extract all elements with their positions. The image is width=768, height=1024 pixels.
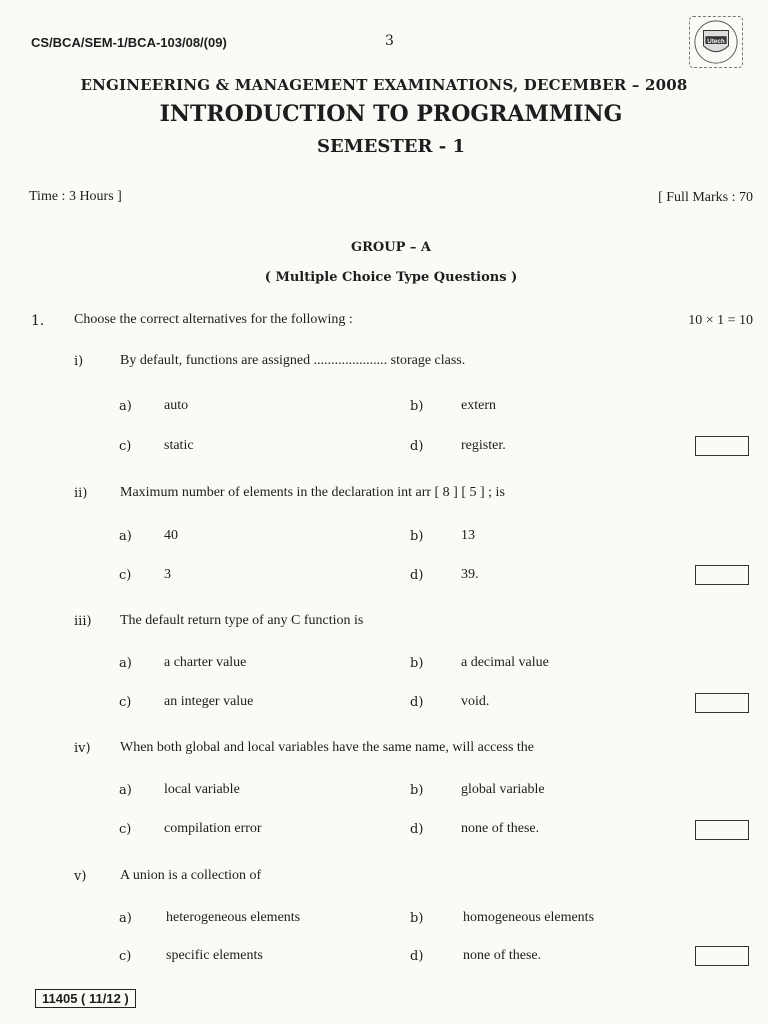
option-label: d) bbox=[410, 822, 424, 837]
option-label: c) bbox=[119, 568, 132, 583]
subquestion-text: The default return type of any C function is bbox=[120, 613, 364, 628]
subquestion-text: Maximum number of elements in the declaration int arr [ 8 ] [ 5 ] ; is bbox=[120, 485, 505, 500]
option-text: homogeneous elements bbox=[463, 910, 595, 925]
option-text: an integer value bbox=[164, 694, 254, 709]
subquestion-number: ii) bbox=[74, 486, 88, 501]
option-label: a) bbox=[119, 783, 132, 798]
option-label: a) bbox=[119, 399, 132, 414]
option-text: a decimal value bbox=[461, 655, 549, 670]
option-label: a) bbox=[119, 911, 132, 926]
option-text: void. bbox=[461, 694, 490, 709]
option-label: b) bbox=[410, 783, 424, 798]
option-label: a) bbox=[119, 656, 132, 671]
option-text: none of these. bbox=[463, 948, 542, 963]
option-label: d) bbox=[410, 695, 424, 710]
option-text: a charter value bbox=[164, 655, 247, 670]
option-text: extern bbox=[461, 398, 496, 413]
group-subtitle: ( Multiple Choice Type Questions ) bbox=[264, 270, 518, 285]
option-label: b) bbox=[410, 911, 424, 926]
exam-time: Time : 3 Hours ] bbox=[29, 189, 122, 204]
page-number: 3 bbox=[385, 33, 394, 49]
option-text: static bbox=[164, 438, 194, 453]
option-label: c) bbox=[119, 949, 132, 964]
subquestion-text: When both global and local variables have the same name, will access the bbox=[120, 740, 535, 755]
utech-logo bbox=[689, 16, 743, 68]
option-text: local variable bbox=[164, 782, 240, 797]
answer-box[interactable] bbox=[695, 820, 749, 840]
option-label: c) bbox=[119, 439, 132, 454]
option-label: b) bbox=[410, 399, 424, 414]
option-text: global variable bbox=[461, 782, 545, 797]
option-text: compilation error bbox=[164, 821, 262, 836]
answer-box[interactable] bbox=[695, 693, 749, 713]
question-number: 1. bbox=[31, 313, 45, 329]
logo-text: Utech bbox=[707, 37, 725, 45]
question-text: Choose the correct alternatives for the following : bbox=[74, 312, 353, 327]
option-label: a) bbox=[119, 529, 132, 544]
semester-title: SEMESTER - 1 bbox=[317, 136, 465, 157]
subquestion-text: A union is a collection of bbox=[120, 868, 262, 883]
answer-box[interactable] bbox=[695, 946, 749, 966]
footer-code: 11405 ( 11/12 ) bbox=[35, 989, 136, 1008]
paper-code: CS/BCA/SEM-1/BCA-103/08/(09) bbox=[31, 35, 227, 50]
course-title: INTRODUCTION TO PROGRAMMING bbox=[159, 101, 623, 127]
option-text: specific elements bbox=[166, 948, 263, 963]
option-label: b) bbox=[410, 529, 424, 544]
option-label: d) bbox=[410, 949, 424, 964]
exam-title: ENGINEERING & MANAGEMENT EXAMINATIONS, DECEMBER – 2008 bbox=[80, 76, 688, 94]
option-label: c) bbox=[119, 695, 132, 710]
option-text: 3 bbox=[164, 567, 171, 582]
option-text: register. bbox=[461, 438, 506, 453]
full-marks: [ Full Marks : 70 bbox=[658, 190, 753, 205]
option-text: none of these. bbox=[461, 821, 540, 836]
subquestion-number: v) bbox=[74, 869, 87, 884]
option-text: heterogeneous elements bbox=[166, 910, 301, 925]
group-title: GROUP – A bbox=[351, 240, 431, 255]
answer-box[interactable] bbox=[695, 565, 749, 585]
answer-box[interactable] bbox=[695, 436, 749, 456]
option-text: auto bbox=[164, 398, 189, 413]
option-text: 13 bbox=[461, 528, 475, 543]
option-text: 40 bbox=[164, 528, 178, 543]
option-text: 39. bbox=[461, 567, 479, 582]
utech-shield-icon bbox=[690, 17, 742, 67]
question-marks: 10 × 1 = 10 bbox=[688, 313, 753, 328]
option-label: c) bbox=[119, 822, 132, 837]
subquestion-number: i) bbox=[74, 354, 84, 369]
subquestion-number: iv) bbox=[74, 741, 91, 756]
subquestion-number: iii) bbox=[74, 614, 92, 629]
option-label: b) bbox=[410, 656, 424, 671]
option-label: d) bbox=[410, 568, 424, 583]
option-label: d) bbox=[410, 439, 424, 454]
subquestion-text: By default, functions are assigned ..................... storage class. bbox=[120, 353, 466, 368]
